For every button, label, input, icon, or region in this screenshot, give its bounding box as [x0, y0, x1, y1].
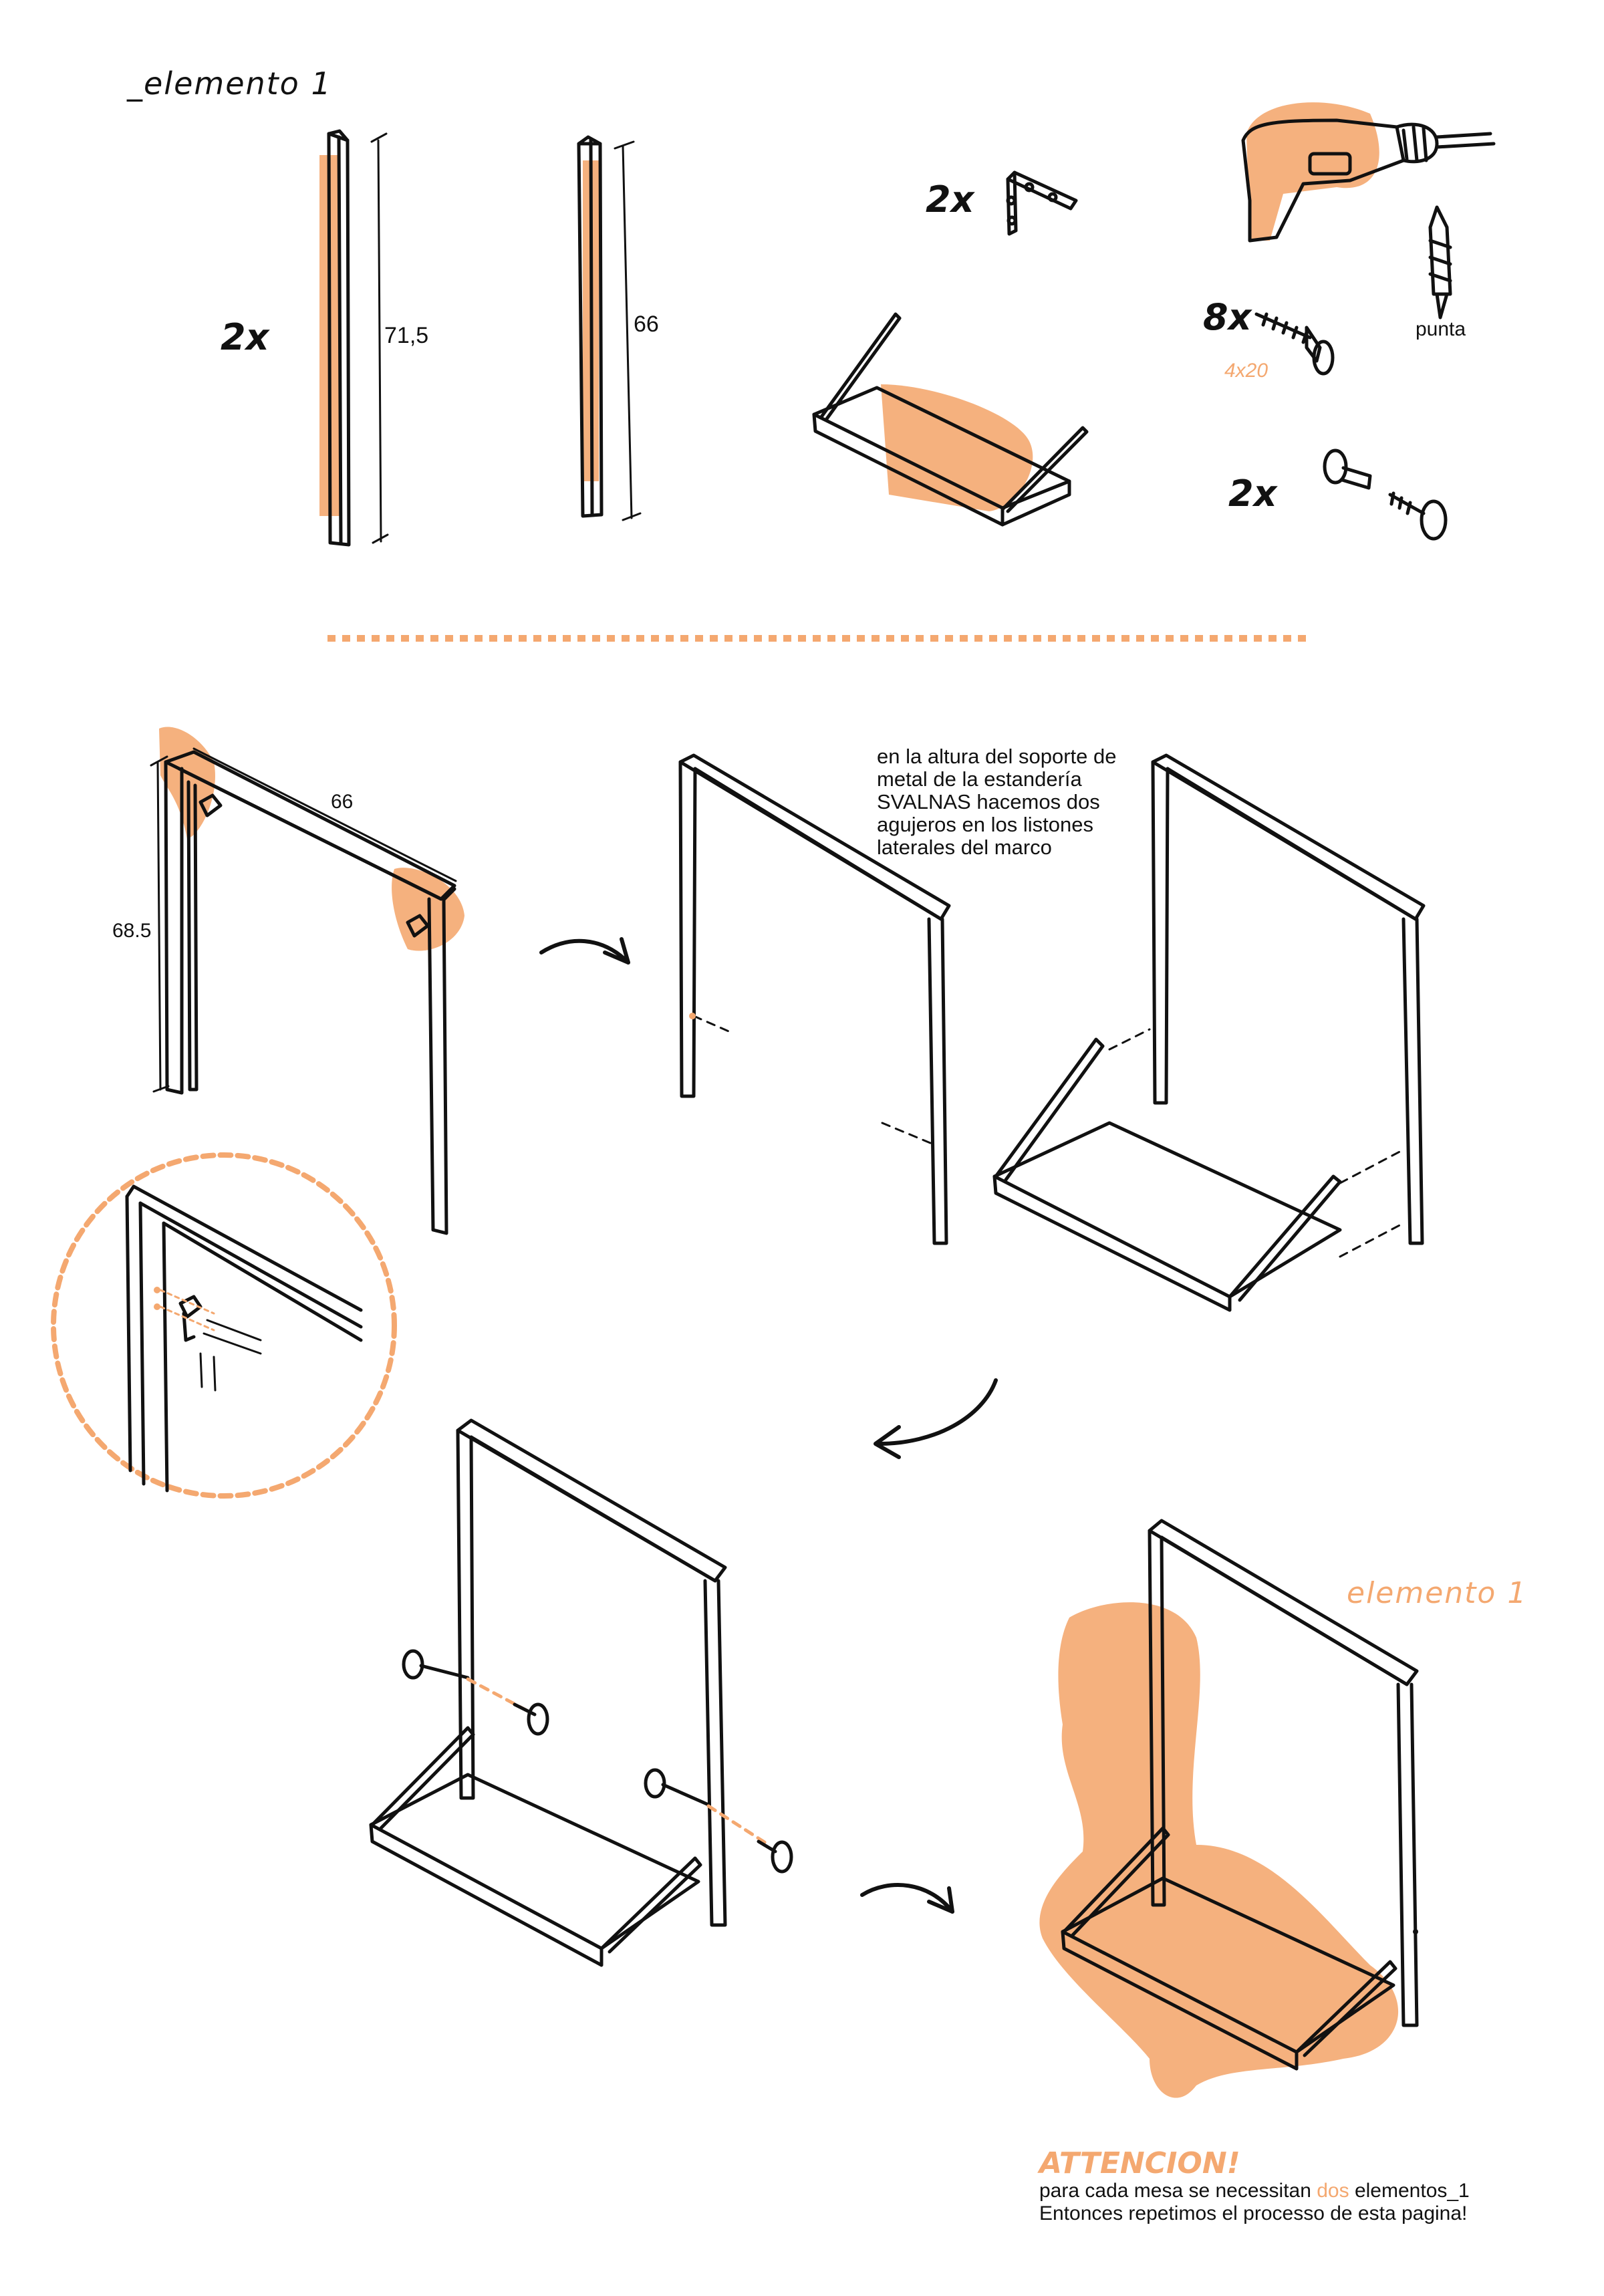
note-line: metal de la estandería — [877, 767, 1082, 791]
rail-part — [579, 137, 602, 516]
bracket-quantity: 2x — [926, 178, 974, 221]
note-line: laterales del marco — [877, 836, 1052, 860]
detail-circle — [53, 1155, 394, 1496]
shelf-part — [814, 314, 1087, 525]
attention-text: para cada mesa se necessitan — [1039, 2180, 1317, 2202]
screw-icon — [1256, 314, 1333, 374]
step-arrow-1 — [541, 939, 628, 963]
page-heading: _elemento 1 — [127, 66, 332, 102]
screw-size-label: 4x20 — [1224, 360, 1268, 382]
screw-quantity: 8x — [1203, 296, 1252, 338]
attention-text: elementos_1 — [1349, 2180, 1470, 2202]
attention-line-2: Entonces repetimos el processo de esta pagina! — [1039, 2202, 1468, 2224]
step-arrow-2 — [876, 1380, 996, 1457]
leg-quantity: 2x — [221, 316, 269, 358]
frame-height-label: 68.5 — [112, 920, 152, 942]
step4-frame-with-bolts — [371, 1420, 791, 1965]
drill-bit-icon — [1430, 207, 1450, 317]
bolt-quantity: 2x — [1228, 473, 1277, 515]
step2-note — [877, 745, 1171, 859]
note-line: agujeros en los listones — [877, 813, 1093, 837]
frame-width-label: 66 — [331, 791, 354, 813]
leg-length-label: 71,5 — [384, 323, 429, 348]
drill-icon — [1243, 102, 1494, 241]
attention-highlight: dos — [1317, 2180, 1349, 2202]
result-label: elemento 1 — [1347, 1576, 1528, 1610]
attention-line-1 — [1039, 2181, 1470, 2201]
bolt-icon — [1325, 451, 1446, 539]
note-line: en la altura del soporte de — [877, 745, 1117, 768]
leg-part — [319, 131, 349, 545]
drill-bit-label: punta — [1416, 318, 1466, 340]
note-line: SVALNAS hacemos dos — [877, 790, 1100, 814]
rail-length-label: 66 — [634, 311, 659, 337]
angle-bracket-part — [1008, 172, 1076, 234]
attention-title: ATTENCION! — [1039, 2146, 1240, 2180]
step-arrow-3 — [862, 1885, 952, 1912]
